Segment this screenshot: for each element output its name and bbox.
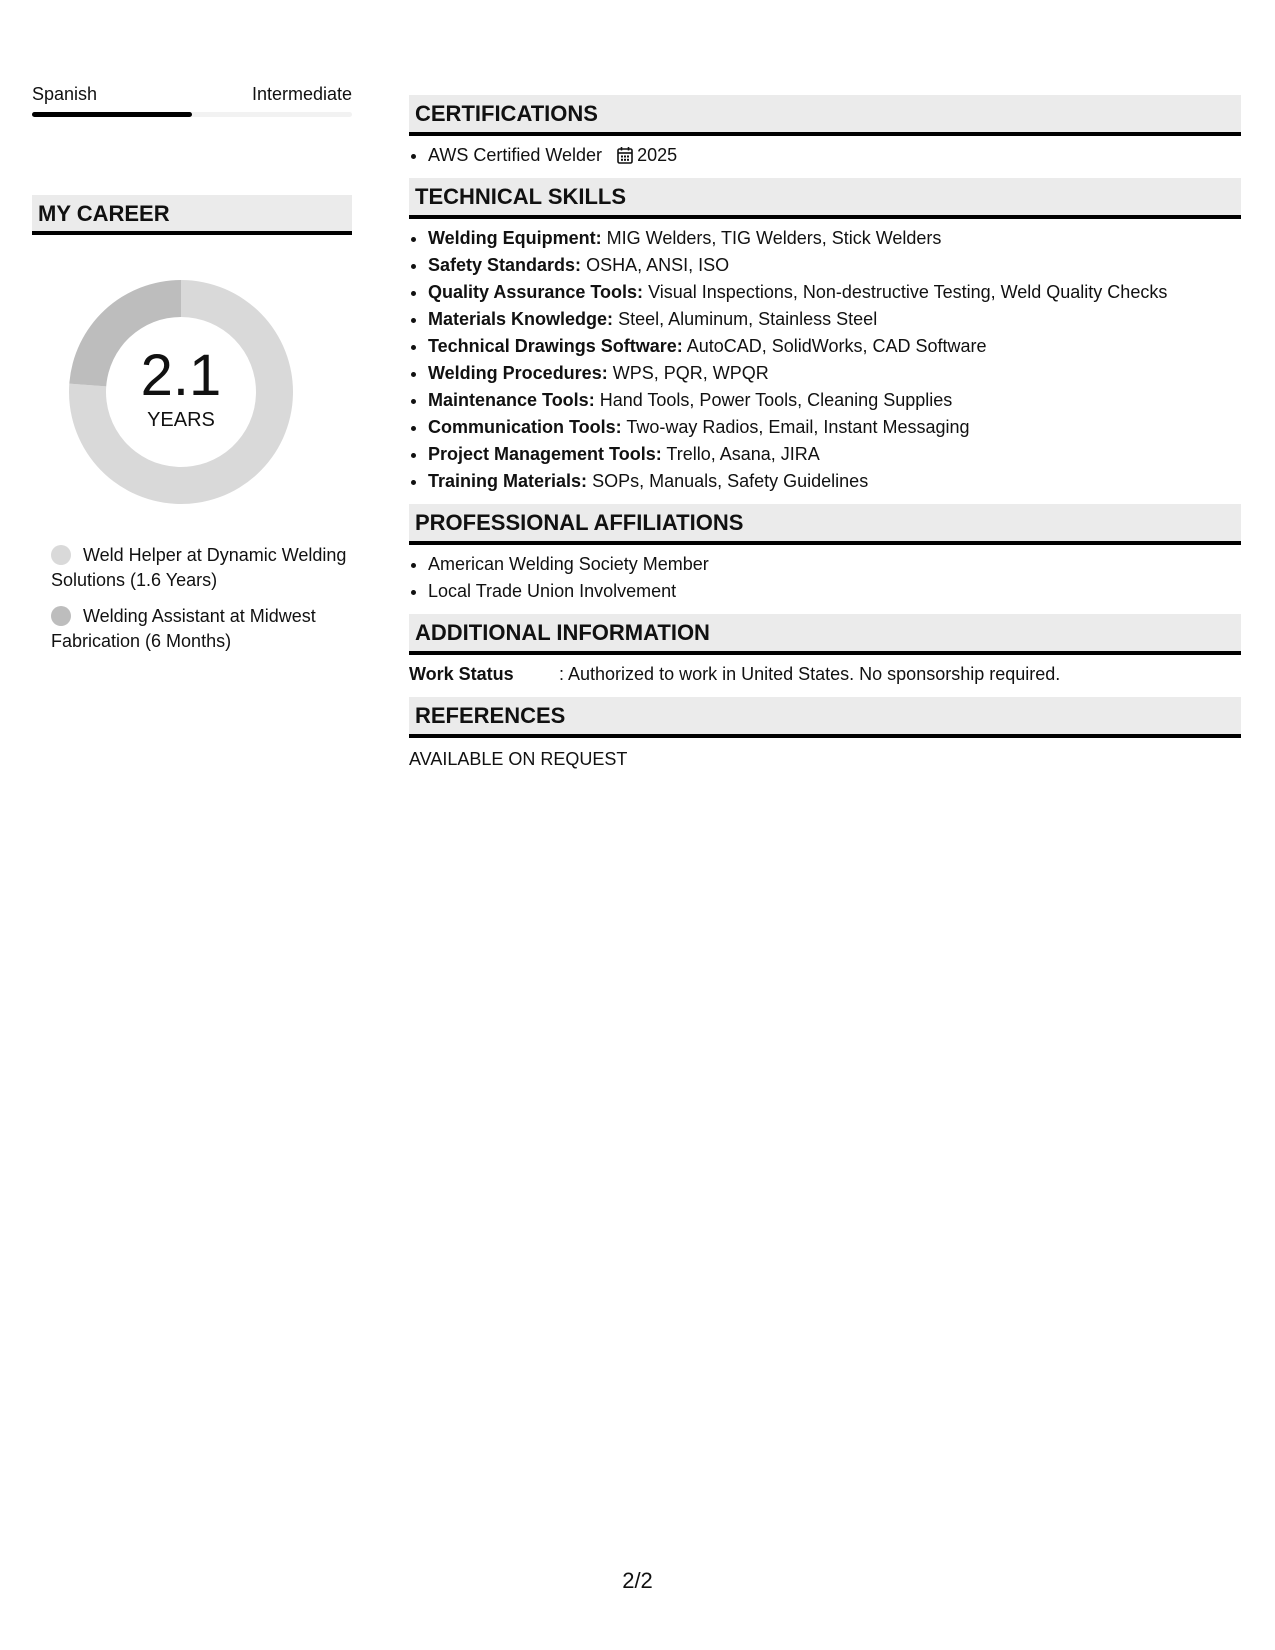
skill-value: OSHA, ANSI, ISO (586, 255, 730, 275)
skill-item (428, 414, 1241, 441)
skill-item (428, 279, 1241, 306)
skill-value: SOPs, Manuals, Safety Guidelines (592, 471, 869, 491)
skill-label: Welding Procedures: (428, 363, 608, 383)
sidebar (32, 80, 352, 665)
skill-label: Training Materials: (428, 471, 588, 491)
language-progress-fill (32, 112, 192, 117)
skill-label: Welding Equipment: (428, 228, 602, 248)
skill-value: Trello, Asana, JIRA (666, 444, 820, 464)
work-status-row (409, 661, 1241, 688)
skill-label: Communication Tools: (428, 417, 622, 437)
references-text: AVAILABLE ON REQUEST (409, 749, 628, 769)
affiliation-item: • Local Trade Union Involvement (428, 578, 1241, 605)
affiliations-list (409, 551, 1241, 605)
skills-list (409, 225, 1241, 495)
calendar-icon (617, 146, 633, 164)
skill-item (428, 387, 1241, 414)
skill-label: Safety Standards: (428, 255, 582, 275)
legend-dot-icon (51, 545, 71, 565)
career-legend-label: Welding Assistant at Midwest Fabrication (6 Months) (51, 606, 316, 651)
skill-item (428, 360, 1241, 387)
skill-value: Steel, Aluminum, Stainless Steel (618, 309, 878, 329)
main-content (409, 95, 1241, 782)
skill-value: MIG Welders, TIG Welders, Stick Welders (606, 228, 942, 248)
skill-value: Visual Inspections, Non-destructive Testing, Weld Quality Checks (648, 282, 1168, 302)
language-level: Intermediate (251, 84, 352, 104)
skill-item (428, 333, 1241, 360)
career-legend-label: Weld Helper at Dynamic Welding Solutions (1.6 Years) (51, 545, 347, 590)
language-progress-bar (32, 112, 352, 117)
skill-item (428, 306, 1241, 333)
career-donut-chart (66, 277, 296, 507)
skill-label: Maintenance Tools: (428, 390, 595, 410)
career-total-value: 2.1 (140, 343, 222, 408)
certifications-list (409, 142, 1241, 169)
references-heading: REFERENCES (409, 697, 1241, 738)
skill-item (428, 225, 1241, 252)
certification-year: 2025 (637, 145, 678, 165)
skill-label: Materials Knowledge: (428, 309, 614, 329)
career-heading: MY CAREER (32, 195, 352, 235)
skill-value: Hand Tools, Power Tools, Cleaning Supplies (599, 390, 953, 410)
language-row (32, 80, 352, 108)
skill-label: Project Management Tools: (428, 444, 662, 464)
career-total (66, 277, 296, 507)
affiliations-section (409, 504, 1241, 605)
skill-value: AutoCAD, SolidWorks, CAD Software (686, 336, 987, 356)
certifications-heading: CERTIFICATIONS (409, 95, 1241, 136)
certification-name: AWS Certified Welder (428, 145, 603, 165)
skill-value: Two-way Radios, Email, Instant Messaging (626, 417, 970, 437)
skill-item (428, 468, 1241, 495)
certifications-section (409, 95, 1241, 169)
work-status-value: : Authorized to work in United States. No sponsorship required. (559, 664, 1061, 684)
skills-section (409, 178, 1241, 495)
skill-item (428, 441, 1241, 468)
additional-section (409, 614, 1241, 688)
affiliations-heading: PROFESSIONAL AFFILIATIONS (409, 504, 1241, 545)
certification-item (428, 142, 1241, 169)
skill-label: Technical Drawings Software: (428, 336, 683, 356)
skills-heading: TECHNICAL SKILLS (409, 178, 1241, 219)
career-total-unit: YEARS (147, 409, 215, 431)
legend-dot-icon (51, 606, 71, 626)
language-name: Spanish (32, 84, 98, 104)
affiliation-item: • American Welding Society Member (428, 551, 1241, 578)
skill-label: Quality Assurance Tools: (428, 282, 644, 302)
career-legend-item (51, 604, 352, 654)
skill-value: WPS, PQR, WPQR (612, 363, 769, 383)
page-number: 2/2 (622, 1568, 653, 1593)
career-legend-item (51, 543, 352, 593)
skill-item (428, 252, 1241, 279)
additional-heading: ADDITIONAL INFORMATION (409, 614, 1241, 655)
career-legend (32, 543, 352, 654)
work-status-label: Work Status (409, 664, 514, 684)
references-section (409, 697, 1241, 773)
